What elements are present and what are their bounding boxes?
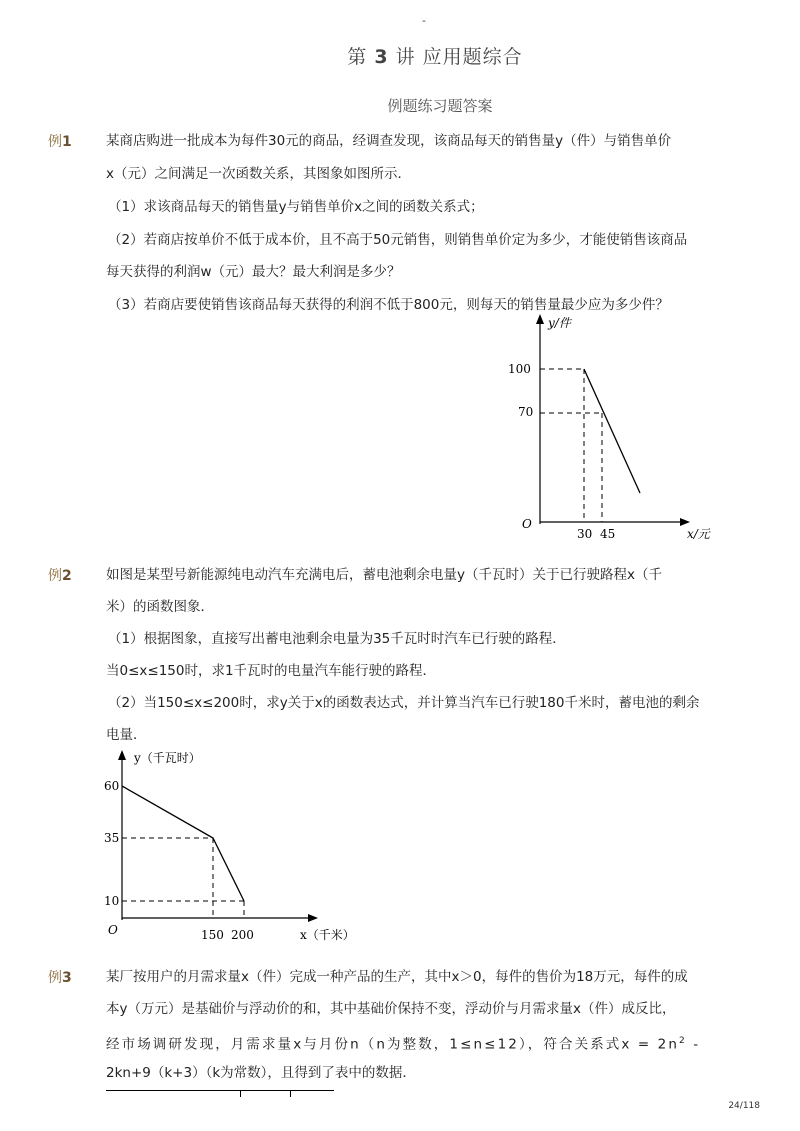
example-1-line: x（元）之间满足一次函数关系，其图象如图所示． [106, 166, 411, 182]
page-number: 24/118 [728, 1101, 760, 1111]
example-1-line: 某商店购进一批成本为每件30元的商品，经调查发现，该商品每天的销售量y（件）与销售单价 [106, 133, 672, 149]
series-line [584, 369, 640, 493]
x-axis-label: x（千米） [300, 928, 355, 942]
y-tick-label: 100 [508, 362, 531, 376]
example-1-line: （3）若商店要使销售该商品每天获得的利润不低于800元，则每天的销售量最少应为多少件？ [108, 297, 669, 313]
example-2-line: （2）当150≤x≤200时，求y关于x的函数表达式，并计算当汽车已行驶180千米时，蓄电池的剩余 [108, 695, 700, 711]
y-tick-label: 35 [104, 831, 120, 845]
series-line [122, 786, 244, 901]
origin-label: O [108, 923, 118, 937]
example-3-line: 2kn+9（k+3）（k为常数），且得到了表中的数据． [106, 1065, 416, 1081]
example-3-line: 本y（万元）是基础价与浮动价的和，其中基础价保持不变，浮动价与月需求量x（件）成反比， [106, 1001, 676, 1017]
example-2-line: 米）的函数图象． [106, 599, 214, 615]
example-2-line: 电量． [106, 727, 147, 743]
y-axis-label: y（千瓦时） [134, 751, 201, 765]
y-axis-label: y/件 [548, 316, 571, 330]
y-axis-arrow [118, 750, 126, 760]
page-subtitle: 例题练习题答案 [387, 97, 493, 115]
example-2-label: 例2 [48, 568, 72, 584]
example-3-label: 例3 [48, 970, 72, 986]
example-1-line: （1）求该商品每天的销售量y与销售单价x之间的函数关系式； [108, 199, 484, 215]
x-axis-label: x/元 [687, 527, 710, 541]
example-1-line: （2）若商店按单价不低于成本价，且不高于50元销售，则销售单价定为多少，才能使销售该商品 [108, 232, 688, 248]
x-tick-label: 30 [577, 527, 593, 541]
example-1-label: 例1 [48, 134, 72, 150]
table-column-divider [240, 1091, 241, 1097]
example-3-line: 某厂按用户的月需求量x（件）完成一种产品的生产，其中x＞0，每件的售价为18万元，每件的成 [106, 969, 688, 985]
example-2-line: 如图是某型号新能源纯电动汽车充满电后，蓄电池剩余电量y（千瓦时）关于已行驶路程x（千 [106, 567, 662, 583]
header-dash: - [422, 14, 426, 27]
y-tick-label: 10 [104, 894, 120, 908]
table-column-divider [290, 1091, 291, 1097]
y-axis-arrow [536, 314, 544, 324]
example-1-line: 每天获得的利润w（元）最大？最大利润是多少？ [106, 264, 401, 280]
example-3-line: 经市场调研发现，月需求量x与月份n（n为整数，1≤n≤12），符合关系式$x = 2n^2$ - [106, 1036, 701, 1053]
x-axis-arrow [308, 914, 318, 922]
chart-1 [500, 312, 720, 544]
y-tick-label: 70 [518, 405, 534, 419]
example-2-line: 当0≤x≤150时，求1千瓦时的电量汽车能行驶的路程． [106, 663, 437, 679]
table-top-border [106, 1090, 334, 1097]
y-tick-label: 60 [104, 779, 120, 793]
chart-2 [100, 748, 370, 944]
x-axis-arrow [680, 518, 690, 526]
origin-label: O [522, 517, 532, 531]
x-tick-label: 45 [600, 527, 616, 541]
example-2-line: （1）根据图象，直接写出蓄电池剩余电量为35千瓦时时汽车已行驶的路程． [108, 631, 566, 647]
page-title: 第 3 讲 应用题综合 [347, 46, 523, 68]
x-tick-label: 150 [201, 928, 224, 942]
x-tick-label: 200 [231, 928, 254, 942]
